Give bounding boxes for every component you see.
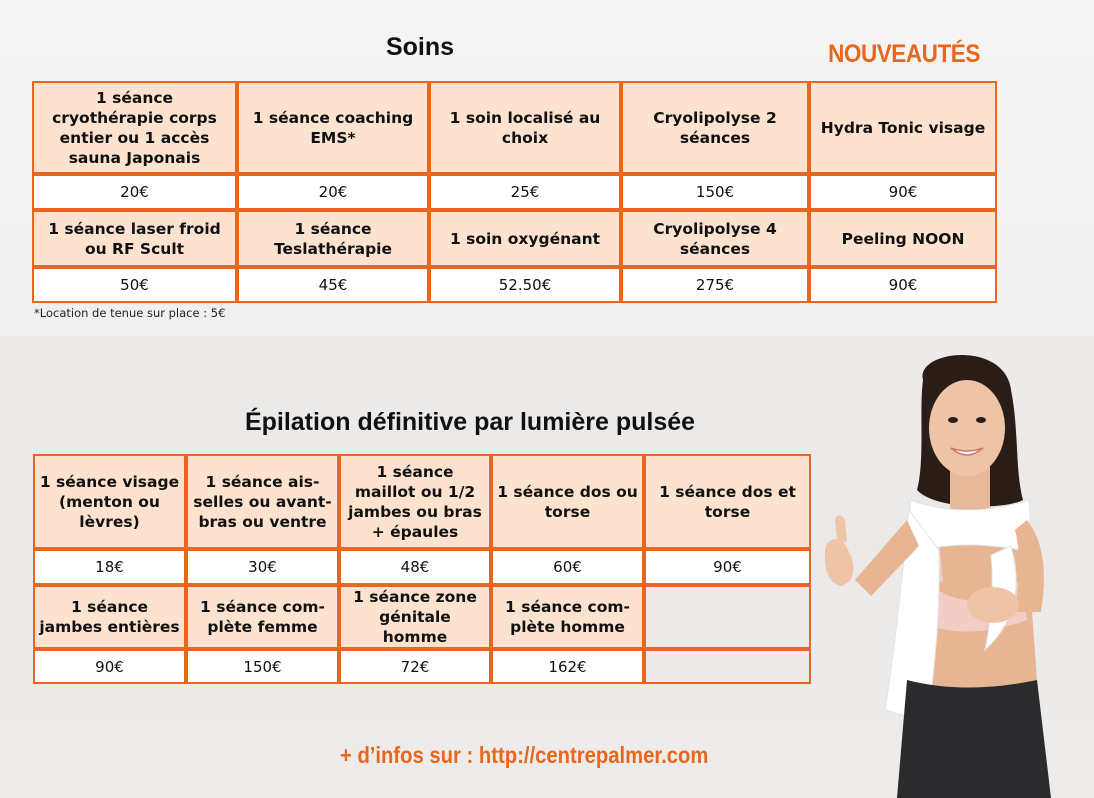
epilation-title: Épilation définitive par lumière pulsée: [244, 408, 696, 436]
soins-price-cell: 25€: [429, 174, 621, 210]
epilation-price-cell: 30€: [186, 549, 339, 585]
soins-header-cell: 1 soin oxygénant: [429, 210, 621, 267]
epilation-price-cell: 48€: [339, 549, 491, 585]
soins-price-cell: 90€: [809, 267, 997, 303]
soins-price-cell: 20€: [32, 174, 237, 210]
soins-price-cell: 150€: [621, 174, 809, 210]
epilation-price-cell: 90€: [644, 549, 811, 585]
soins-header-cell: Hydra Tonic visage: [809, 81, 997, 174]
soins-header-cell: 1 séance laser froid ou RF Scult: [32, 210, 237, 267]
soins-footnote: *Location de tenue sur place : 5€: [34, 306, 226, 320]
epilation-header-cell: 1 séance dos ou torse: [491, 454, 644, 549]
soins-header-cell: 1 séance cryothérapie corps entier ou 1 accès sauna Japonais: [32, 81, 237, 174]
epilation-price-cell: 72€: [339, 649, 491, 684]
epilation-header-cell: 1 séance visage (menton ou lèvres): [33, 454, 186, 549]
soins-header-cell: Cryolipolyse 2 séances: [621, 81, 809, 174]
epilation-header-cell: 1 séance com-plète homme: [491, 585, 644, 649]
soins-header-cell: 1 séance coaching EMS*: [237, 81, 429, 174]
nouveautes-badge: NOUVEAUTÉS: [828, 40, 980, 68]
soins-price-table: [32, 81, 997, 303]
soins-price-cell: 90€: [809, 174, 997, 210]
epilation-price-cell: 162€: [491, 649, 644, 684]
empty-cell: [644, 649, 811, 684]
epilation-header-cell: 1 séance zone génitale homme: [339, 585, 491, 649]
soins-header-cell: Peeling NOON: [809, 210, 997, 267]
epilation-price-cell: 18€: [33, 549, 186, 585]
soins-header-cell: 1 séance Teslathérapie: [237, 210, 429, 267]
soins-header-cell: Cryolipolyse 4 séances: [621, 210, 809, 267]
soins-header-cell: 1 soin localisé au choix: [429, 81, 621, 174]
epilation-price-table: [33, 454, 811, 684]
epilation-header-cell: 1 séance maillot ou 1/2 jambes ou bras + épaules: [339, 454, 491, 549]
epilation-header-cell: 1 séance dos et torse: [644, 454, 811, 549]
epilation-price-cell: 60€: [491, 549, 644, 585]
soins-price-cell: 275€: [621, 267, 809, 303]
epilation-price-cell: 150€: [186, 649, 339, 684]
epilation-price-cell: 90€: [33, 649, 186, 684]
epilation-header-cell: 1 séance jambes entières: [33, 585, 186, 649]
model-photo: [815, 350, 1094, 798]
soins-price-cell: 50€: [32, 267, 237, 303]
epilation-header-cell: 1 séance ais-selles ou avant-bras ou ventre: [186, 454, 339, 549]
more-info-link[interactable]: + d’infos sur : http://centrepalmer.com: [340, 742, 709, 768]
soins-price-cell: 20€: [237, 174, 429, 210]
soins-price-cell: 45€: [237, 267, 429, 303]
epilation-header-cell: 1 séance com-plète femme: [186, 585, 339, 649]
empty-cell: [644, 585, 811, 649]
soins-price-cell: 52.50€: [429, 267, 621, 303]
soins-title: Soins: [385, 33, 455, 61]
